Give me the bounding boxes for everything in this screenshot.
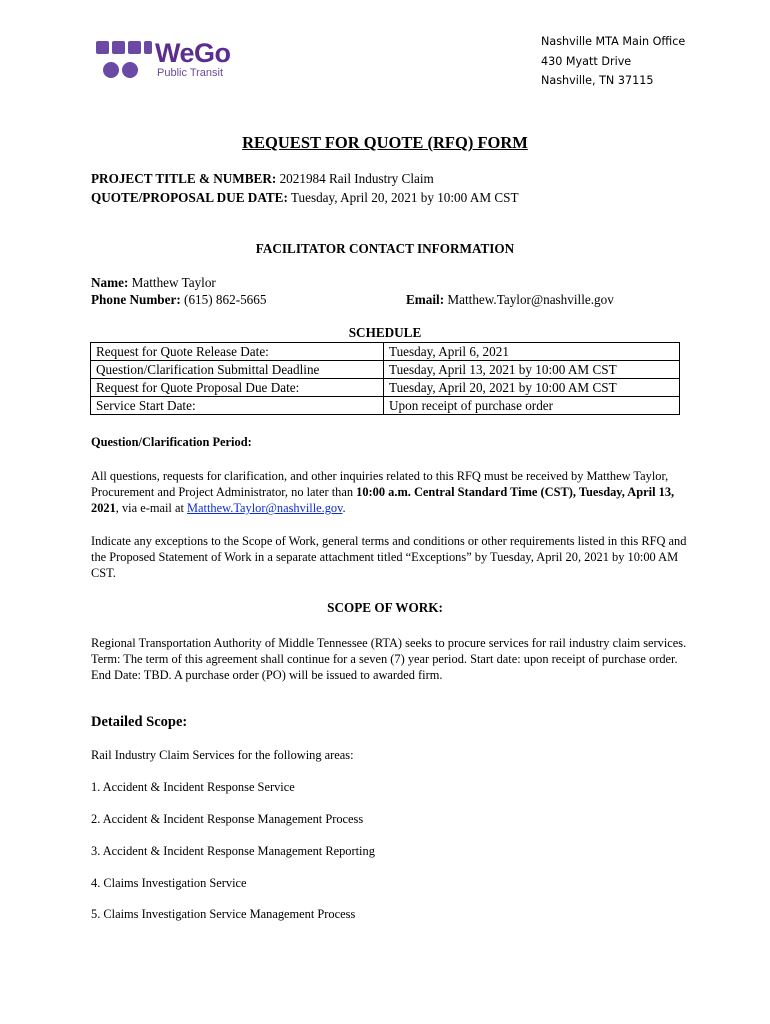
phone-value: (615) 862-5665 <box>180 292 267 307</box>
project-title-line <box>91 171 434 187</box>
project-title-value: 2021984 Rail Industry Claim <box>276 171 434 186</box>
schedule-value: Tuesday, April 6, 2021 <box>384 343 680 361</box>
phone-label: Phone Number: <box>91 292 181 307</box>
table-row <box>91 361 680 379</box>
list-item: 4. Claims Investigation Service <box>91 876 247 890</box>
list-item: 5. Claims Investigation Service Management Process <box>91 907 356 921</box>
email-label: Email: <box>406 292 445 307</box>
project-title-label: PROJECT TITLE & NUMBER: <box>91 171 277 186</box>
email-value: Matthew.Taylor@nashville.gov <box>444 292 614 307</box>
scope-paragraph: Regional Transportation Authority of Middle Tennessee (RTA) seeks to procure services for rail industry claim services. Term: The term of this agreement shall continue for a seven (7) year period. Start date: upon receipt of purchase order. End Date: TBD. A purchase order (PO) will be issued to awarded firm. <box>91 636 687 683</box>
email-line <box>406 292 614 308</box>
address-line: Nashville, TN 37115 <box>541 74 654 87</box>
table-row <box>91 397 680 415</box>
name-label: Name: <box>91 275 129 290</box>
schedule-label: Request for Quote Proposal Due Date: <box>91 379 384 397</box>
address-line: 430 Myatt Drive <box>541 54 632 68</box>
schedule-label: Service Start Date: <box>91 397 384 415</box>
facilitator-heading: FACILITATOR CONTACT INFORMATION <box>255 241 515 256</box>
phone-line <box>91 292 266 308</box>
clarification-heading <box>91 435 252 450</box>
detailed-scope-intro: Rail Industry Claim Services for the following areas: <box>91 748 354 762</box>
clarification-deadline: 10:00 a.m. Central Standard Time (CST), Tuesday, April 13, 2021 <box>91 485 675 516</box>
table-row <box>91 379 680 397</box>
schedule-label: Request for Quote Release Date: <box>91 343 384 361</box>
schedule-value: Tuesday, April 20, 2021 by 10:00 AM CST <box>384 379 680 397</box>
list-item: 2. Accident & Incident Response Management Process <box>91 812 364 826</box>
list-item: 1. Accident & Incident Response Service <box>91 780 295 794</box>
clarification-paragraph <box>91 468 691 517</box>
table-row <box>91 343 680 361</box>
clarification-heading-text: Question/Clarification Period: <box>91 435 252 449</box>
due-date-line <box>91 190 519 206</box>
name-line <box>91 275 216 291</box>
due-date-label: QUOTE/PROPOSAL DUE DATE: <box>91 190 288 205</box>
logo-subtitle: Public Transit <box>157 67 224 79</box>
logo-wordmark: WeGo <box>155 38 231 68</box>
schedule-label: Question/Clarification Submittal Deadline <box>91 361 384 379</box>
clarification-text: All questions, requests for clarification, and other inquiries related to this RFQ must be received by Matthew Taylor, Procurement and Project Administrator, no later than <box>91 469 669 500</box>
page-title: REQUEST FOR QUOTE (RFQ) FORM <box>242 133 528 152</box>
clarification-text: , via e-mail at <box>115 501 187 516</box>
schedule-value: Upon receipt of purchase order <box>384 397 680 415</box>
schedule-table <box>90 342 680 415</box>
scope-heading: SCOPE OF WORK: <box>327 600 443 615</box>
clarification-text: . <box>342 501 346 516</box>
exceptions-paragraph: Indicate any exceptions to the Scope of Work, general terms and conditions or other requirements listed in this RFQ and the Proposed Statement of Work in a separate attachment titled “Exceptions” by Tuesday, April 20, 2021 by 10:00 AM CST. <box>91 534 687 581</box>
detailed-scope-heading: Detailed Scope: <box>91 714 188 730</box>
schedule-value: Tuesday, April 13, 2021 by 10:00 AM CST <box>384 361 680 379</box>
email-link[interactable]: Matthew.Taylor@nashville.gov <box>187 501 343 516</box>
name-value: Matthew Taylor <box>128 275 216 290</box>
list-item: 3. Accident & Incident Response Management Reporting <box>91 844 375 858</box>
due-date-value: Tuesday, April 20, 2021 by 10:00 AM CST <box>287 190 519 205</box>
schedule-heading: SCHEDULE <box>348 325 422 340</box>
address-line: Nashville MTA Main Office <box>541 35 686 48</box>
office-address <box>541 32 685 91</box>
